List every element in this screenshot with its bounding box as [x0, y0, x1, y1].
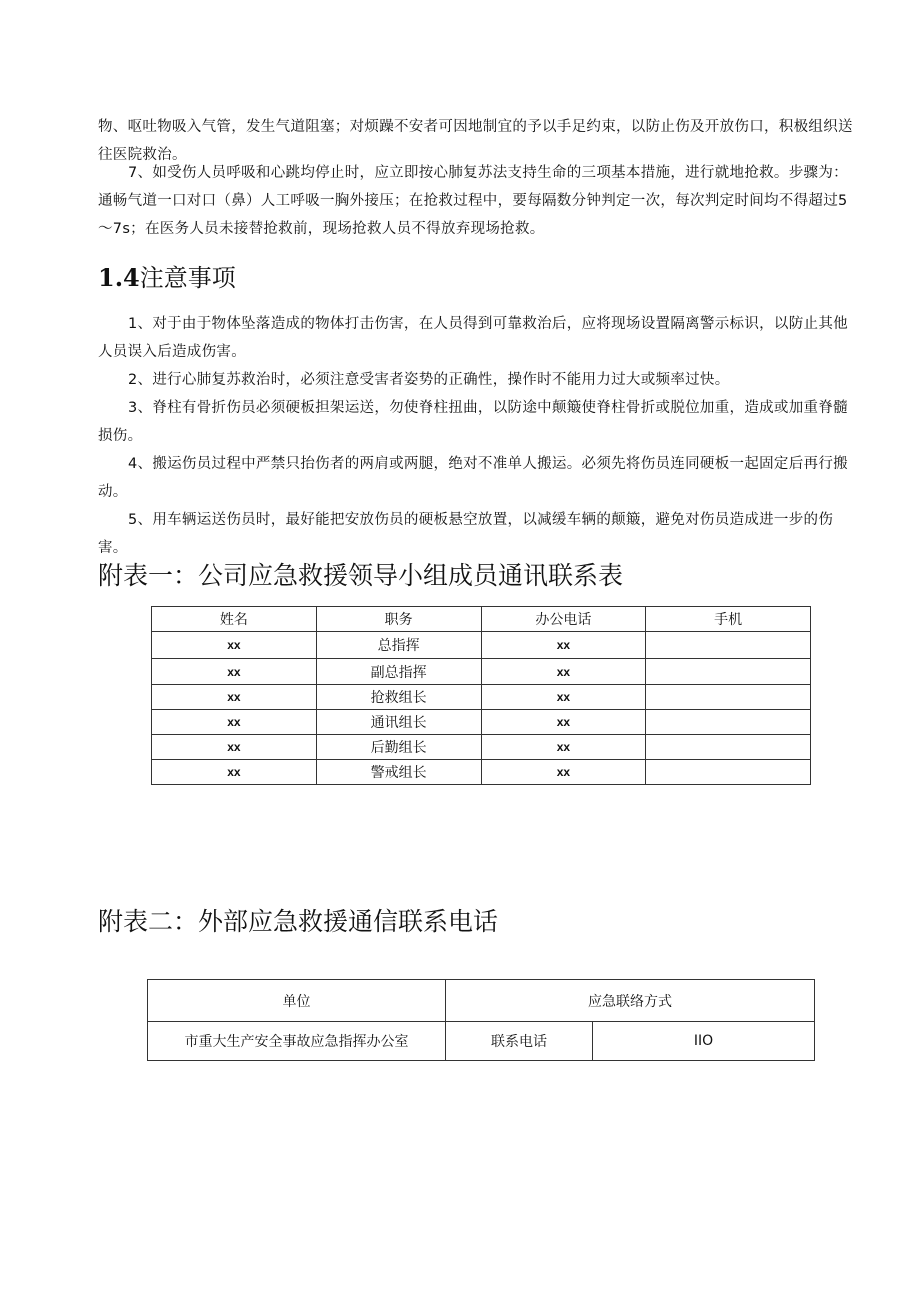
notes-list — [98, 310, 858, 562]
paragraph-continued: 物、呕吐物吸入气管，发生气道阻塞；对烦躁不安者可因地制宜的予以手足约束，以防止伤及开放伤口，积极组织送往医院救治。 — [98, 119, 853, 163]
note-item: 5、用车辆运送伤员时，最好能把安放伤员的硬板悬空放置，以减缓车辆的颠簸，避免对伤员造成进一步的伤害。 — [98, 512, 834, 556]
table-cell: 副总指挥 — [316, 659, 481, 685]
table-cell: xx — [481, 735, 646, 760]
table-cell: 后勤组长 — [316, 735, 481, 760]
table-cell: 通讯组长 — [316, 710, 481, 735]
table-cell: xx — [152, 685, 317, 710]
header-cell: 单位 — [148, 980, 446, 1022]
cell-unit: 市重大生产安全事故应急指挥办公室 — [148, 1022, 446, 1061]
table-cell: xx — [152, 659, 317, 685]
table-cell: xx — [152, 735, 317, 760]
note-item: 1、对于由于物体坠落造成的物体打击伤害，在人员得到可靠救治后，应将现场设置隔离警示标识，以防止其他人员误入后造成伤害。 — [98, 316, 848, 360]
table-row — [152, 710, 811, 735]
cell-method: 联系电话 — [446, 1022, 593, 1061]
header-cell: 办公电话 — [481, 607, 646, 632]
table-cell — [646, 685, 811, 710]
paragraph-7: 7、如受伤人员呼吸和心跳均停止时，应立即按心肺复苏法支持生命的三项基本措施，进行就地抢救。步骤为：通畅气道一口对口（鼻）人工呼吸一胸外接压；在抢救过程中，要每隔数分钟判定一次，每次判定时间均不得超过5～7s；在医务人员未接替抢救前，现场抢救人员不得放弃现场抢救。 — [98, 165, 848, 237]
leadership-contact-table — [151, 606, 811, 785]
table2-title: 附表二：外部应急救援通信联系电话 — [98, 907, 499, 936]
table-row — [152, 760, 811, 785]
table-cell: xx — [481, 760, 646, 785]
table-cell — [646, 710, 811, 735]
table-cell — [646, 632, 811, 659]
section-heading: 1.4注意事项 — [98, 263, 236, 292]
table-cell: xx — [481, 685, 646, 710]
table-cell — [646, 735, 811, 760]
table-row — [152, 659, 811, 685]
header-cell: 姓名 — [152, 607, 317, 632]
note-item: 4、搬运伤员过程中严禁只抬伤者的两肩或两腿，绝对不准单人搬运。必须先将伤员连同硬板一起固定后再行搬动。 — [98, 456, 848, 500]
table-cell: 总指挥 — [316, 632, 481, 659]
table-row — [152, 685, 811, 710]
table-cell — [646, 659, 811, 685]
table-cell — [646, 760, 811, 785]
header-cell: 手机 — [646, 607, 811, 632]
table-row — [152, 735, 811, 760]
table-row — [152, 632, 811, 659]
table-cell: xx — [481, 710, 646, 735]
table-cell: 警戒组长 — [316, 760, 481, 785]
table-cell: 抢救组长 — [316, 685, 481, 710]
table-cell: xx — [481, 659, 646, 685]
table-row — [148, 1022, 815, 1061]
cell-number: IIO — [593, 1022, 815, 1061]
header-cell: 职务 — [316, 607, 481, 632]
table-header-row — [152, 607, 811, 632]
table-cell: xx — [152, 760, 317, 785]
external-contact-table — [147, 979, 815, 1061]
table1-title: 附表一：公司应急救援领导小组成员通讯联系表 — [98, 561, 624, 590]
table-cell: xx — [481, 632, 646, 659]
note-item: 2、进行心肺复苏救治时，必须注意受害者姿势的正确性，操作时不能用力过大或频率过快。 — [128, 372, 730, 388]
table-cell: xx — [152, 710, 317, 735]
note-item: 3、脊柱有骨折伤员必须硬板担架运送，勿使脊柱扭曲，以防途中颠簸使脊柱骨折或脱位加重，造成或加重脊髓损伤。 — [98, 400, 848, 444]
header-cell: 应急联络方式 — [446, 980, 815, 1022]
table-cell: xx — [152, 632, 317, 659]
table-header-row — [148, 980, 815, 1022]
